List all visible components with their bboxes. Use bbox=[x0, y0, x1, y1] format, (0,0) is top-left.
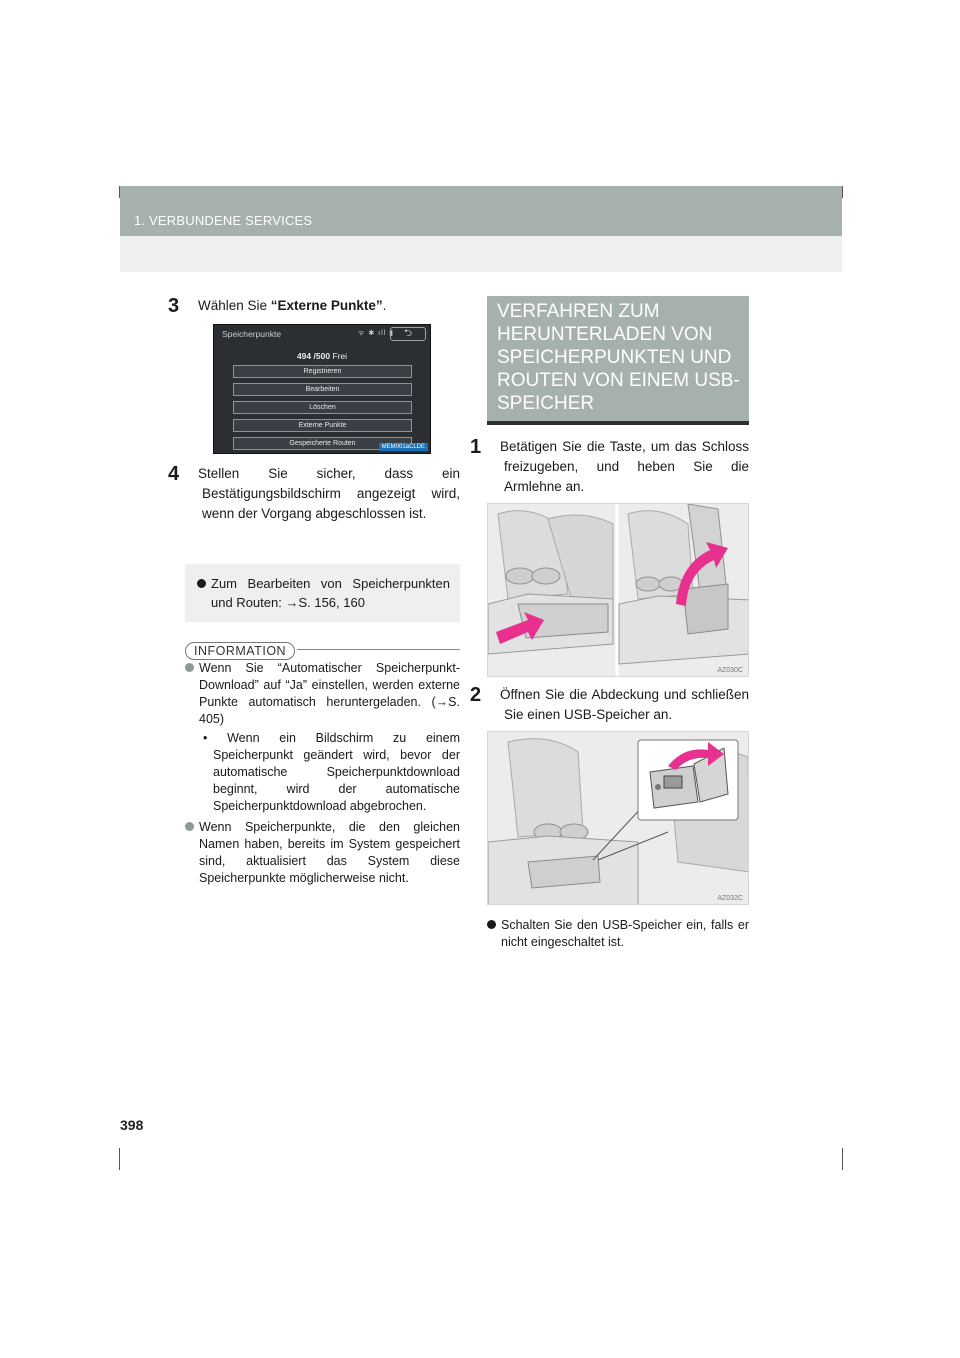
saved-routes-button[interactable]: Gespeicherte Routen bbox=[233, 437, 412, 450]
crop-mark bbox=[842, 1148, 843, 1170]
information-label: INFORMATION bbox=[185, 642, 295, 660]
usb-drawing bbox=[488, 732, 749, 905]
usb-note: Schalten Sie den USB-Speicher ein, falls er nicht eingeschaltet ist. bbox=[487, 917, 749, 951]
bullet-dot-icon bbox=[185, 822, 194, 831]
image-code: AZ032C bbox=[717, 895, 743, 902]
left-column bbox=[168, 295, 460, 889]
bullet-dot-icon bbox=[197, 579, 206, 588]
divider bbox=[297, 649, 460, 650]
crop-mark bbox=[842, 186, 843, 198]
delete-button[interactable]: Löschen bbox=[233, 401, 412, 414]
step-4: 4 Stellen Sie sicher, dass ein Bestätigungsbildschirm angezeigt wird, wenn der Vorgang abgeschlossen ist. bbox=[168, 463, 460, 521]
note-box: Zum Bearbeiten von Speicherpunkten und Routen: →S. 156, 160 bbox=[185, 564, 460, 622]
step-number: 4 bbox=[168, 463, 180, 485]
step-number: 2 bbox=[470, 684, 482, 706]
armrest-drawing bbox=[488, 504, 749, 677]
armrest-illustration bbox=[487, 503, 749, 677]
display-screenshot bbox=[213, 324, 431, 454]
crop-mark bbox=[119, 1148, 120, 1170]
step-3: 3 Wählen Sie “Externe Punkte”. bbox=[168, 295, 387, 317]
image-code: MEM001aCLDE bbox=[379, 443, 428, 451]
section-heading: VERFAHREN ZUM HERUNTERLADEN VON SPEICHERPUNKTEN UND ROUTEN VON EINEM USB-SPEICHER bbox=[487, 296, 749, 425]
external-points-button[interactable]: Externe Punkte bbox=[233, 419, 412, 432]
bullet-dot-icon bbox=[185, 663, 194, 672]
right-column bbox=[470, 296, 749, 951]
step-2: 2 Öffnen Sie die Abdeckung und schließen Sie einen USB-Speicher an. bbox=[470, 684, 749, 722]
information-section: INFORMATION Wenn Sie “Automatischer Speicherpunkt-Download” auf “Ja” einstellen, werden externe Punkte automatisch heruntergeladen. (→S. 405) • Wenn ein Bildschirm zu einem Speicherpunkt geändert wird, bevor der automatische Speicherpunktdownload beginnt, wird der automatische Speicherpunktdownload abgebrochen. Wenn Speicherpunkte, die den gleichen Namen haben, bereits im System gespeichert sind, aktualisiert das System diese Speicherpunkte möglicherweise nicht. bbox=[185, 622, 460, 887]
register-button[interactable]: Registrieren bbox=[233, 365, 412, 378]
memory-count: 494 /500 Frei bbox=[296, 351, 348, 361]
chapter-title: 1. VERBUNDENE SERVICES bbox=[134, 213, 313, 228]
button-reference: “Externe Punkte” bbox=[270, 298, 383, 313]
page-number: 398 bbox=[120, 1117, 144, 1133]
header-bar bbox=[120, 186, 842, 236]
bullet-dot-icon bbox=[487, 920, 496, 929]
step-1: 1 Betätigen Sie die Taste, um das Schloss freizugeben, und heben Sie die Armlehne an. bbox=[470, 436, 749, 494]
image-code: AZ030C bbox=[717, 667, 743, 674]
step-number: 3 bbox=[168, 295, 180, 317]
usb-port-illustration bbox=[487, 731, 749, 905]
status-icons: ᯤ ✱ ıll ▮ bbox=[358, 330, 394, 337]
back-button[interactable]: ⮌ bbox=[390, 327, 426, 341]
step-number: 1 bbox=[470, 436, 482, 458]
screen-title: Speicherpunkte bbox=[222, 329, 282, 339]
edit-button[interactable]: Bearbeiten bbox=[233, 383, 412, 396]
